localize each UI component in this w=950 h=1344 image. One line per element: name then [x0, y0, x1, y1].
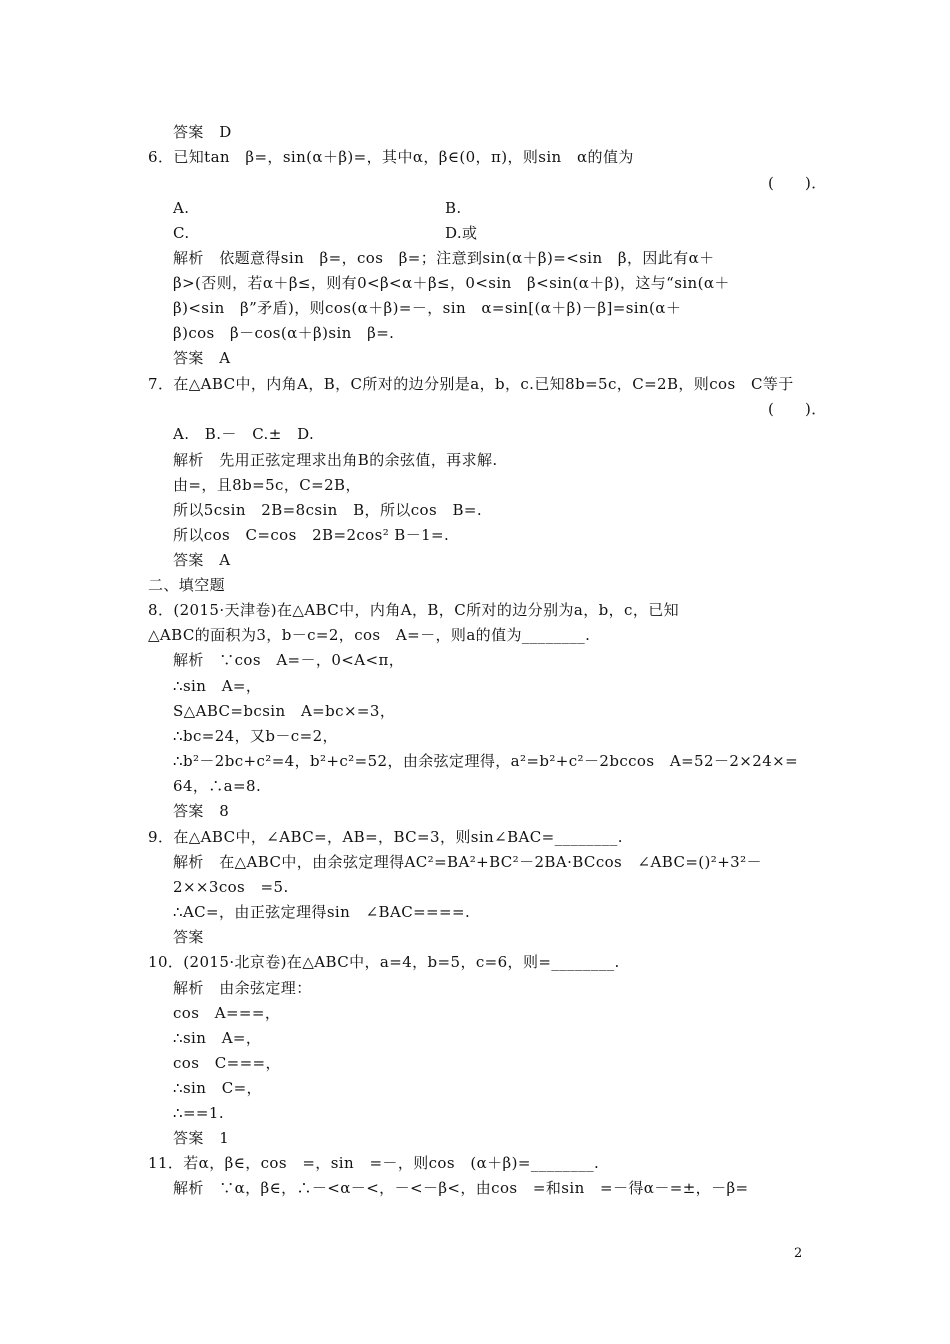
analysis-7-line3: 所以5csin 2B=8csin B，所以cos B=. [173, 501, 483, 519]
question-11: 11．若α，β∈，cos =，sin =－，则cos (α＋β)=________. [148, 1154, 600, 1172]
page-number: 2 [794, 1246, 803, 1261]
analysis-7-line1: 解析 先用正弦定理求出角B的余弦值，再求解. [173, 451, 498, 469]
analysis-6-line1: 解析 依题意得sin β=，cos β=；注意到sin(α＋β)=<sin β，因此有α＋ [173, 249, 715, 267]
analysis-8-line4: ∴bc=24，又b－c=2， [173, 727, 338, 745]
option-d-6: D.或 [445, 224, 478, 242]
answer-9: 答案 [173, 928, 204, 946]
analysis-9-line1: 解析 在△ABC中，由余弦定理得AC²=BA²+BC²－2BA·BCcos ∠ABC=()²+3²－ [173, 853, 762, 871]
analysis-9-line2: 2××3cos =5. [173, 878, 289, 896]
analysis-10-line5: ∴sin C=， [173, 1079, 262, 1097]
question-7: 7．在△ABC中，内角A，B，C所对的边分别是a，b，c.已知8b=5c，C=2B，则cos C等于 [148, 375, 794, 393]
analysis-8-line1: 解析 ∵cos A=－，0<A<π， [173, 651, 405, 669]
question-8-line2: △ABC的面积为3，b－c=2，cos A=－，则a的值为________. [148, 626, 591, 644]
option-a-6: A. [173, 199, 190, 217]
analysis-10-line6: ∴==1. [173, 1104, 224, 1122]
answer-8: 答案 8 [173, 802, 230, 820]
analysis-8-line5: ∴b²－2bc+c²=4，b²+c²=52，由余弦定理得，a²=b²+c²－2bccos A=52－2×24×= [173, 752, 799, 770]
analysis-7-line4: 所以cos C=cos 2B=2cos² B－1=. [173, 526, 450, 544]
analysis-6-line2: β>(否则，若α＋β≤，则有0<β<α＋β≤，0<sin β<sin(α＋β)，这与“sin(α＋ [173, 274, 730, 292]
section-heading: 二、填空题 [148, 576, 226, 594]
question-9: 9．在△ABC中，∠ABC=，AB=，BC=3，则sin∠BAC=________. [148, 828, 623, 846]
analysis-10-line2: cos A===， [173, 1004, 281, 1022]
analysis-6-line3: β)<sin β”矛盾)，则cos(α＋β)=－，sin α=sin[(α＋β)－β]=sin(α＋ [173, 299, 682, 317]
analysis-8-line3: S△ABC=bcsin A=bc×=3， [173, 702, 396, 720]
answer-bracket-6: ( )． [768, 174, 827, 192]
answer-bracket-7: ( )． [768, 400, 827, 418]
answer-5: 答案 D [173, 123, 232, 141]
analysis-11-line1: 解析 ∵α，β∈，∴－<α－<，－<－β<，由cos =和sin =－得α－=±，－β= [173, 1179, 749, 1197]
option-b-6: B. [445, 199, 462, 217]
analysis-6-line4: β)cos β－cos(α＋β)sin β=. [173, 324, 395, 342]
analysis-7-line2: 由=，且8b=5c，C=2B， [173, 476, 361, 494]
option-c-6: C. [173, 224, 190, 242]
answer-7: 答案 A [173, 551, 231, 569]
analysis-9-line3: ∴AC=，由正弦定理得sin ∠BAC====. [173, 903, 471, 921]
analysis-8-line2: ∴sin A=， [173, 677, 262, 695]
analysis-10-line3: ∴sin A=， [173, 1029, 262, 1047]
options-7: A. B.－ C.± D. [173, 425, 315, 443]
analysis-10-line1: 解析 由余弦定理： [173, 979, 312, 997]
question-8-line1: 8．(2015·天津卷)在△ABC中，内角A，B，C所对的边分别为a，b，c，已知 [148, 601, 680, 619]
question-10: 10．(2015·北京卷)在△ABC中，a=4，b=5，c=6，则=________. [148, 953, 620, 971]
analysis-10-line4: cos C===， [173, 1054, 281, 1072]
question-6: 6．已知tan β=，sin(α＋β)=，其中α，β∈(0，π)，则sin α的值为 [148, 148, 634, 166]
answer-10: 答案 1 [173, 1129, 230, 1147]
answer-6: 答案 A [173, 349, 231, 367]
analysis-8-line6: 64，∴a=8. [173, 777, 262, 795]
